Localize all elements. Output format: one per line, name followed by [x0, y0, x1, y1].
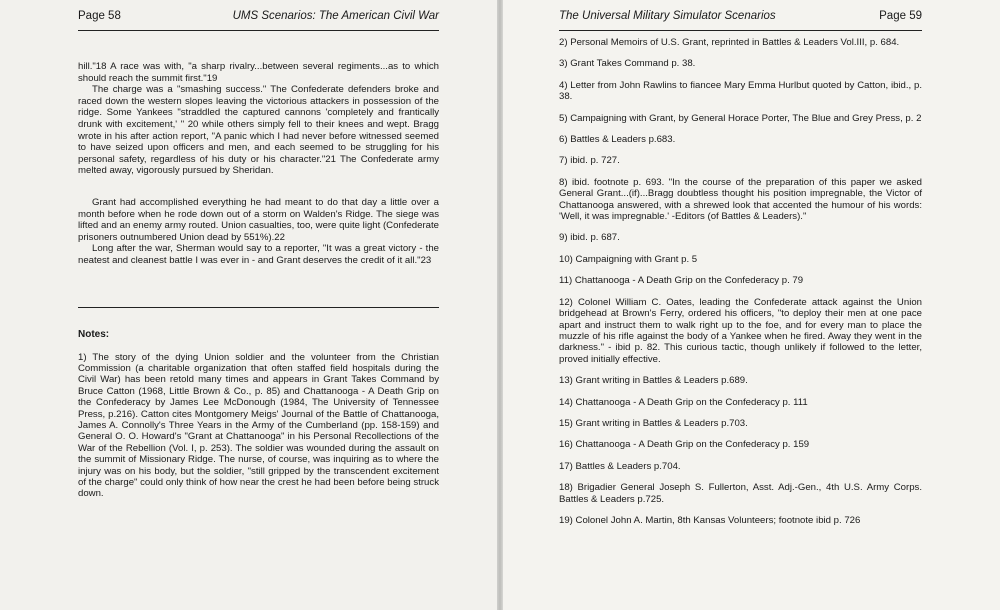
notes-heading: Notes:: [78, 328, 110, 340]
left-page: [0, 0, 497, 610]
body-paragraph: Long after the war, Sherman would say to a reporter, "It was a great victory - the neatest and cleanest battle I was ever in - and Grant deserves the credit of it all."23: [78, 243, 439, 266]
left-running-title: UMS Scenarios: The American Civil War: [232, 10, 439, 22]
footnote-14: 14) Chattanooga - A Death Grip on the Confederacy p. 111: [559, 396, 808, 408]
footnote-2: 2) Personal Memoirs of U.S. Grant, reprinted in Battles & Leaders Vol.III, p. 684.: [559, 37, 900, 48]
footnote-18: 18) Brigadier General Joseph S. Fullerton, Asst. Adj.-Gen., 4th U.S. Army Corps. Battles & Leaders p.725.: [559, 482, 922, 505]
right-page-number: Page 59: [879, 10, 922, 22]
right-page-header: [559, 10, 922, 31]
footnote-19: 19) Colonel John A. Martin, 8th Kansas Volunteers; footnote ibid p. 726: [559, 514, 861, 526]
footnote-13: 13) Grant writing in Battles & Leaders p.689.: [559, 375, 748, 387]
footnote-9: 9) ibid. p. 687.: [559, 232, 620, 244]
footnote-5: 5) Campaigning with Grant, by General Horace Porter, The Blue and Grey Press, p. 2: [559, 112, 922, 124]
footnote-7: 7) ibid. p. 727.: [559, 155, 620, 167]
body-paragraph: The charge was a "smashing success." The Confederate defenders broke and raced down the western slopes leaving the victorious attackers in possession of the ridge. Some Yankees "straddled the captured cannons 'completely and frantically drunk with excitement,' " 20 while others simply fell to their knees and wept. Bragg wrote in his after action report, "A panic which I had never before witnessed seemed to have seized upon officers and men, and each seemed to be struggling for his personal safety, regardless of his duty or his character."21 The Confederate army melted away, vigorously pursued by Sheridan.: [78, 84, 439, 177]
footnote-6: 6) Battles & Leaders p.683.: [559, 134, 676, 146]
body-paragraph: hill."18 A race was with, "a sharp rivalry...between several regiments...as to which should reach the summit first."19: [78, 61, 439, 84]
notes-divider: [78, 307, 439, 308]
footnote-4: 4) Letter from John Rawlins to fiancee Mary Emma Hurlbut quoted by Catton, ibid., p. 38.: [559, 79, 922, 103]
footnote-16: 16) Chattanooga - A Death Grip on the Confederacy p. 159: [559, 439, 810, 451]
right-notes-list: [559, 31, 922, 526]
footnote-1: 1) The story of the dying Union soldier and the volunteer from the Christian Commission (a charitable organization that often staffed field hospitals during the Civil War) has been retold many times and appears in Grant Takes Command by Bruce Catton (1968, Little Brown & Co., p. 85) and Chattanooga - A Death Grip on the Confederacy by James Lee McDonough (1984, The University of Tennessee Press, p.216). Catton cites Montgomery Meigs' Journal of the Battle of Chattanooga, James A. Connolly's Three Years in the Army of the Cumberland (pp. 158-159) and General O. O. Howard's "Grant at Chattanooga" in his Personal Recollections of the War of the Rebellion (Vol. I, p. 253). The soldier was wounded during the assault on the summit of Missionary Ridge. The nurse, of course, was inquiring as to where the injury was on his body, but the soldier, "still gripped by the transcendent excitement of the charge" could only think of how near the crest he had been before being struck down.: [78, 351, 439, 500]
footnote-17: 17) Battles & Leaders p.704.: [559, 460, 681, 472]
footnote-8: 8) ibid. footnote p. 693. "In the course of the preparation of this paper we asked General Grant...(if)...Bragg doubtless thought his position impregnable, the Victor of Chattanooga answered, with a shrewed look that accented the humour of his words: 'Well, it was impregnable.' -Editors (of Battles & Leaders).": [559, 176, 922, 223]
footnote-12: 12) Colonel William C. Oates, leading the Confederate attack against the Union bridgehead at Brown's Ferry, ordered his officers, "to deploy their men at one pace apart and instruct them to walk right up to the foe, and for every man to place the muzzle of his rifle against the body of a Yankee when he fired. Away they went in the darkness." - ibid p. 82. This curious tactic, though unlikely if followed to the letter, proved initially effective.: [559, 296, 922, 365]
left-page-header: [78, 10, 439, 31]
right-page: [503, 0, 1000, 610]
footnote-11: 11) Chattanooga - A Death Grip on the Confederacy p. 79: [559, 275, 804, 287]
left-body-text: [78, 31, 439, 267]
footnote-10: 10) Campaigning with Grant p. 5: [559, 253, 698, 265]
body-paragraph: Grant had accomplished everything he had meant to do that day a little over a month before when he rode down out of a storm on Walden's Ridge. The siege was lifted and an enemy army routed. Union casualties, too, were quite light (Confederate prisoners outnumbered Union dead by 551%).22: [78, 196, 439, 243]
left-page-number: Page 58: [78, 10, 121, 22]
footnote-15: 15) Grant writing in Battles & Leaders p.703.: [559, 417, 748, 429]
right-running-title: The Universal Military Simulator Scenarios: [559, 10, 776, 22]
footnote-3: 3) Grant Takes Command p. 38.: [559, 58, 696, 70]
